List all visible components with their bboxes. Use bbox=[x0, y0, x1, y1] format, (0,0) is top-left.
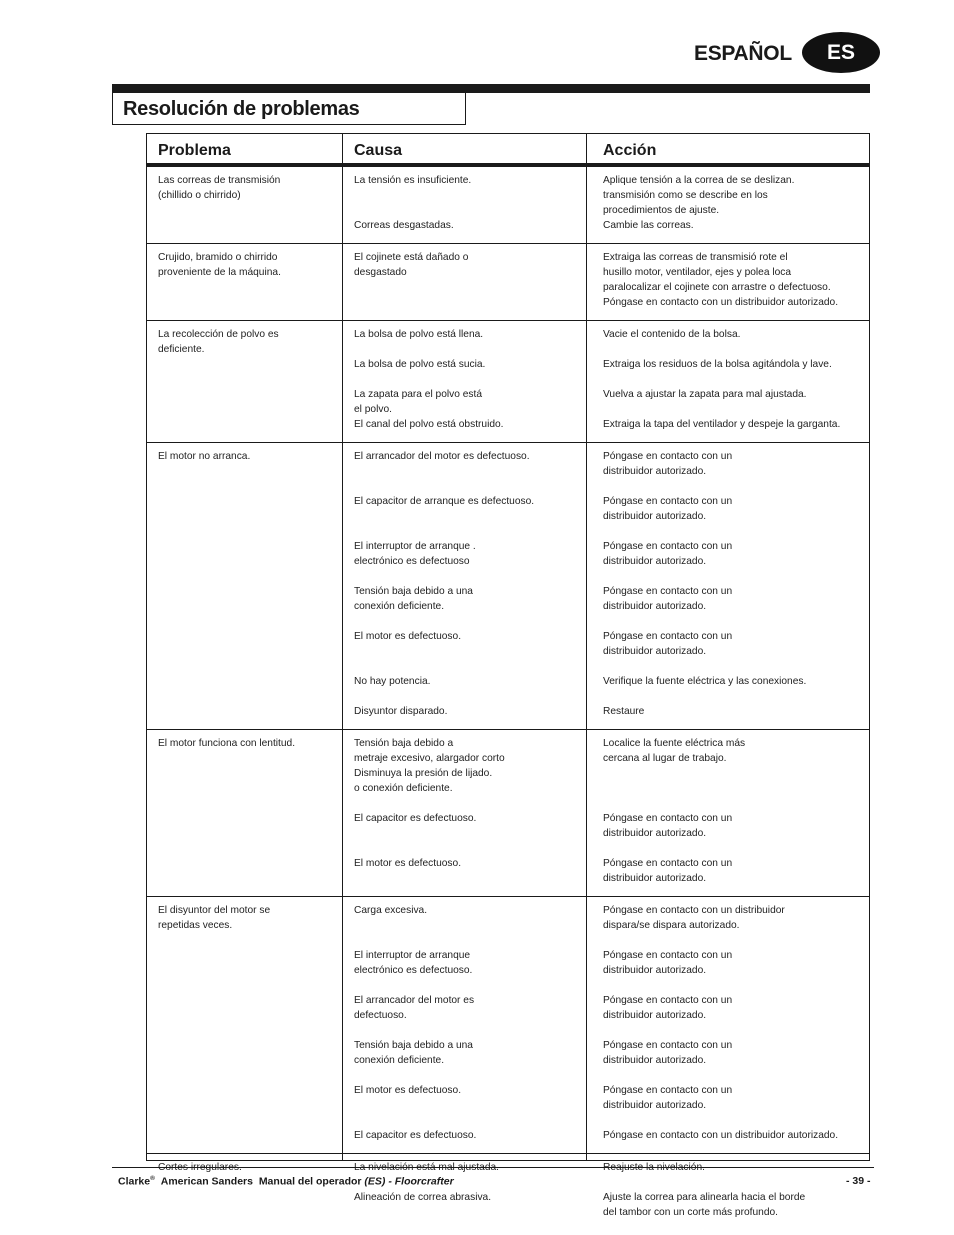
column-separator bbox=[586, 134, 587, 1160]
footer-manual-info bbox=[118, 1175, 454, 1188]
cell-accion: distribuidor autorizado. bbox=[603, 1055, 707, 1066]
column-header-problema: Problema bbox=[158, 142, 231, 159]
cell-causa: Tensión baja debido a una bbox=[354, 586, 473, 597]
language-header bbox=[690, 30, 882, 74]
cell-accion: Vuelva a ajustar la zapata para mal ajustada. bbox=[603, 389, 807, 400]
cell-causa: La zapata para el polvo está bbox=[354, 389, 483, 400]
cell-causa: metraje excesivo, alargador corto bbox=[354, 753, 505, 764]
cell-causa: defectuoso. bbox=[354, 1010, 407, 1021]
header-rule bbox=[147, 163, 869, 167]
section-title-box bbox=[112, 93, 466, 125]
language-label: ESPAÑOL bbox=[694, 42, 792, 65]
row-separator bbox=[147, 243, 869, 244]
column-header-accion: Acción bbox=[603, 142, 657, 159]
cell-causa: electrónico es defectuoso. bbox=[354, 965, 473, 976]
cell-accion: distribuidor autorizado. bbox=[603, 466, 707, 477]
cell-accion: distribuidor autorizado. bbox=[603, 646, 707, 657]
cell-accion: distribuidor autorizado. bbox=[603, 601, 707, 612]
cell-causa: No hay potencia. bbox=[354, 676, 431, 687]
cell-accion: Extraiga las correas de transmisió rote el bbox=[603, 252, 788, 263]
cell-accion: distribuidor autorizado. bbox=[603, 1100, 707, 1111]
registered-mark: ® bbox=[150, 1175, 155, 1182]
cell-causa: El capacitor es defectuoso. bbox=[354, 1130, 477, 1141]
cell-causa: El cojinete está dañado o bbox=[354, 252, 469, 263]
cell-accion: Póngase en contacto con un bbox=[603, 1040, 733, 1051]
cell-causa: Disyuntor disparado. bbox=[354, 706, 448, 717]
cell-causa: El capacitor es defectuoso. bbox=[354, 813, 477, 824]
cell-accion: Cambie las correas. bbox=[603, 220, 694, 231]
footer-model: (ES) - Floorcrafter bbox=[364, 1175, 454, 1188]
cell-accion: Póngase en contacto con un bbox=[603, 631, 733, 642]
cell-accion: Extraiga los residuos de la bolsa agitándola y lave. bbox=[603, 359, 832, 370]
cell-causa: conexión deficiente. bbox=[354, 601, 445, 612]
cell-causa: conexión deficiente. bbox=[354, 1055, 445, 1066]
cell-accion: transmisión como se describe en los bbox=[603, 190, 768, 201]
cell-problema: El motor no arranca. bbox=[158, 451, 251, 462]
cell-accion: Póngase en contacto con un bbox=[603, 813, 733, 824]
cell-causa: el polvo. bbox=[354, 404, 392, 415]
cell-accion: Póngase en contacto con un bbox=[603, 586, 733, 597]
footer-page-number: - 39 - bbox=[846, 1175, 871, 1187]
cell-causa: La tensión es insuficiente. bbox=[354, 175, 472, 186]
cell-accion: Vacie el contenido de la bolsa. bbox=[603, 329, 741, 340]
cell-causa: Carga excesiva. bbox=[354, 905, 428, 916]
cell-causa: El interruptor de arranque bbox=[354, 950, 471, 961]
cell-causa: El interruptor de arranque . bbox=[354, 541, 476, 552]
cell-accion: procedimientos de ajuste. bbox=[603, 205, 720, 216]
cell-problema: deficiente. bbox=[158, 344, 205, 355]
cell-causa: El motor es defectuoso. bbox=[354, 1085, 462, 1096]
cell-problema: repetidas veces. bbox=[158, 920, 233, 931]
cell-accion: Aplique tensión a la correa de se deslizan. bbox=[603, 175, 795, 186]
row-separator bbox=[147, 729, 869, 730]
cell-problema: (chillido o chirrido) bbox=[158, 190, 241, 201]
cell-accion: paralocalizar el cojinete con arrastre o defectuoso. bbox=[603, 282, 831, 293]
cell-accion: distribuidor autorizado. bbox=[603, 556, 707, 567]
cell-causa: La bolsa de polvo está sucia. bbox=[354, 359, 486, 370]
cell-causa: El canal del polvo está obstruido. bbox=[354, 419, 504, 430]
cell-problema: El disyuntor del motor se bbox=[158, 905, 271, 916]
row-separator bbox=[147, 896, 869, 897]
cell-accion: Póngase en contacto con un bbox=[603, 995, 733, 1006]
cell-causa: electrónico es defectuoso bbox=[354, 556, 470, 567]
cell-accion: distribuidor autorizado. bbox=[603, 511, 707, 522]
cell-causa: o conexión deficiente. bbox=[354, 783, 453, 794]
footer-manual: Manual del operador bbox=[258, 1175, 362, 1188]
cell-causa: Correas desgastadas. bbox=[354, 220, 454, 231]
row-separator bbox=[147, 320, 869, 321]
cell-accion: Ajuste la correa para alinearla hacia el borde bbox=[603, 1192, 806, 1203]
top-rule bbox=[112, 84, 870, 93]
cell-accion: Póngase en contacto con un distribuidor autorizado. bbox=[603, 297, 839, 308]
cell-accion: Verifique la fuente eléctrica y las conexiones. bbox=[603, 676, 807, 687]
cell-causa: El arrancador del motor es defectuoso. bbox=[354, 451, 530, 462]
cell-accion: Restaure bbox=[603, 706, 645, 717]
cell-problema: Crujido, bramido o chirrido bbox=[158, 252, 278, 263]
cell-causa: La bolsa de polvo está llena. bbox=[354, 329, 484, 340]
cell-accion: Póngase en contacto con un bbox=[603, 950, 733, 961]
cell-causa: El capacitor de arranque es defectuoso. bbox=[354, 496, 535, 507]
cell-accion: distribuidor autorizado. bbox=[603, 828, 707, 839]
cell-accion: distribuidor autorizado. bbox=[603, 965, 707, 976]
cell-causa: El motor es defectuoso. bbox=[354, 858, 462, 869]
cell-problema: Las correas de transmisión bbox=[158, 175, 281, 186]
cell-accion: Póngase en contacto con un distribuidor bbox=[603, 905, 785, 916]
cell-causa: Alineación de correa abrasiva. bbox=[354, 1192, 492, 1203]
cell-causa: Tensión baja debido a bbox=[354, 738, 454, 749]
cell-accion: Extraiga la tapa del ventilador y despeje la garganta. bbox=[603, 419, 841, 430]
row-separator bbox=[147, 442, 869, 443]
cell-accion: Póngase en contacto con un bbox=[603, 451, 733, 462]
cell-accion: dispara/se dispara autorizado. bbox=[603, 920, 740, 931]
cell-problema: proveniente de la máquina. bbox=[158, 267, 281, 278]
cell-accion: distribuidor autorizado. bbox=[603, 1010, 707, 1021]
column-header-causa: Causa bbox=[354, 142, 403, 159]
cell-problema: El motor funciona con lentitud. bbox=[158, 738, 296, 749]
cell-causa: El motor es defectuoso. bbox=[354, 631, 462, 642]
cell-accion: Póngase en contacto con un bbox=[603, 858, 733, 869]
cell-accion: husillo motor, ventilador, ejes y polea loca bbox=[603, 267, 792, 278]
cell-causa: desgastado bbox=[354, 267, 407, 278]
cell-accion: distribuidor autorizado. bbox=[603, 873, 707, 884]
cell-accion: cercana al lugar de trabajo. bbox=[603, 753, 727, 764]
cell-accion: Póngase en contacto con un distribuidor autorizado. bbox=[603, 1130, 839, 1141]
cell-accion: Póngase en contacto con un bbox=[603, 496, 733, 507]
language-badge: ES bbox=[802, 32, 880, 73]
cell-problema: La recolección de polvo es bbox=[158, 329, 279, 340]
cell-accion: Póngase en contacto con un bbox=[603, 541, 733, 552]
cell-causa: Disminuya la presión de lijado. bbox=[354, 768, 493, 779]
row-separator bbox=[147, 1153, 869, 1154]
section-title: Resolución de problemas bbox=[123, 98, 360, 120]
cell-accion: del tambor con un corte más profundo. bbox=[603, 1207, 778, 1218]
footer-rule bbox=[112, 1167, 874, 1168]
column-separator bbox=[342, 134, 343, 1160]
cell-accion: Póngase en contacto con un bbox=[603, 1085, 733, 1096]
cell-causa: Tensión baja debido a una bbox=[354, 1040, 473, 1051]
cell-accion: Localice la fuente eléctrica más bbox=[603, 738, 746, 749]
cell-causa: El arrancador del motor es bbox=[354, 995, 475, 1006]
footer-brand: Clarke bbox=[118, 1175, 151, 1188]
footer-company: American Sanders bbox=[160, 1175, 253, 1188]
